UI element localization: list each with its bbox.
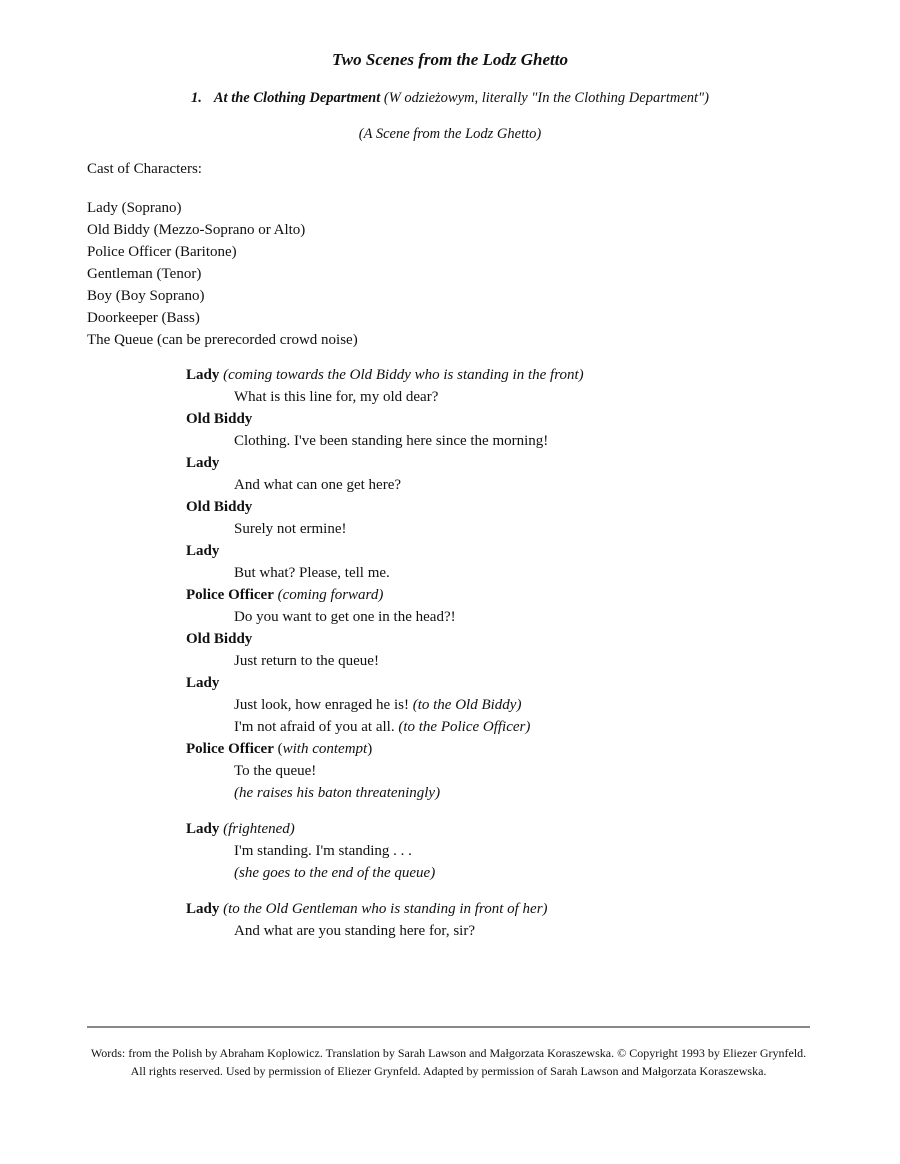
spacer <box>186 884 826 898</box>
speaker-name: Lady <box>186 543 220 559</box>
speaker-heading <box>186 496 826 518</box>
stage-direction: (she goes to the end of the queue) <box>234 865 436 881</box>
speaker-heading <box>186 364 826 386</box>
paren-open: ( <box>277 741 283 757</box>
speaker-name: Old Biddy <box>186 631 253 647</box>
cast-item: Gentleman (Tenor) <box>87 266 202 282</box>
speaker-name: Police Officer <box>186 587 274 603</box>
speaker-heading <box>186 672 826 694</box>
stage-direction: with contempt <box>282 741 368 757</box>
stage-direction: (to the Old Biddy) <box>412 697 522 713</box>
stage-direction-line <box>186 862 826 884</box>
speaker-heading <box>186 408 826 430</box>
stage-direction: (coming towards the Old Biddy who is standing in the front) <box>223 367 584 383</box>
cast-item: Police Officer (Baritone) <box>87 244 237 260</box>
dialogue-line: Surely not ermine! <box>234 521 347 537</box>
scene-note: (A Scene from the Lodz Ghetto) <box>358 126 542 142</box>
speaker-heading <box>186 818 826 840</box>
dialogue-text: I'm not afraid of you at all. <box>234 719 395 735</box>
dialogue <box>186 364 826 942</box>
cast-item: Lady (Soprano) <box>87 200 182 216</box>
dialogue-line: To the queue! <box>234 763 317 779</box>
cast-heading: Cast of Characters: <box>87 161 202 177</box>
speaker-name: Old Biddy <box>186 411 253 427</box>
speaker-heading <box>186 738 826 760</box>
cast-list <box>87 197 358 351</box>
speaker-name: Lady <box>186 675 220 691</box>
cast-item: Old Biddy (Mezzo-Soprano or Alto) <box>87 222 306 238</box>
dialogue-line: And what can one get here? <box>234 477 402 493</box>
speaker-name: Lady <box>186 367 220 383</box>
cast-item: The Queue (can be prerecorded crowd noise) <box>87 332 358 348</box>
stage-direction-line <box>186 782 826 804</box>
scene-number: 1. <box>191 90 202 106</box>
speaker-name: Lady <box>186 821 220 837</box>
stage-direction: (to the Police Officer) <box>398 719 531 735</box>
stage-direction: (he raises his baton threateningly) <box>234 785 441 801</box>
speaker-name: Old Biddy <box>186 499 253 515</box>
dialogue-line: But what? Please, tell me. <box>234 565 390 581</box>
scene-name-note: (W odzieżowym, literally "In the Clothing Department") <box>383 90 709 106</box>
speaker-heading <box>186 628 826 650</box>
dialogue-line <box>186 716 826 738</box>
dialogue-text: Just look, how enraged he is! <box>234 697 409 713</box>
stage-direction: (coming forward) <box>277 587 384 603</box>
speaker-name: Police Officer <box>186 741 274 757</box>
footer-divider <box>87 1026 810 1028</box>
dialogue-line: Clothing. I've been standing here since the morning! <box>234 433 549 449</box>
spacer <box>186 804 826 818</box>
scene-name: At the Clothing Department <box>213 90 381 106</box>
cast-item: Boy (Boy Soprano) <box>87 288 205 304</box>
speaker-heading <box>186 540 826 562</box>
speaker-heading <box>186 584 826 606</box>
dialogue-line <box>186 694 826 716</box>
scene-subtitle <box>0 90 900 107</box>
dialogue-line: What is this line for, my old dear? <box>234 389 439 405</box>
speaker-heading <box>186 452 826 474</box>
speaker-name: Lady <box>186 455 220 471</box>
stage-direction: (to the Old Gentleman who is standing in front of her) <box>223 901 548 917</box>
dialogue-line: Just return to the queue! <box>234 653 379 669</box>
cast-item: Doorkeeper (Bass) <box>87 310 200 326</box>
speaker-heading <box>186 898 826 920</box>
paren-close: ) <box>367 741 373 757</box>
dialogue-line: Do you want to get one in the head?! <box>234 609 456 625</box>
dialogue-line: I'm standing. I'm standing . . . <box>234 843 412 859</box>
speaker-name: Lady <box>186 901 220 917</box>
stage-direction: (frightened) <box>223 821 295 837</box>
dialogue-line: And what are you standing here for, sir? <box>234 923 475 939</box>
footer-credits: Words: from the Polish by Abraham Koplowicz. Translation by Sarah Lawson and Małgorzata Koraszewska. © Copyright 1993 by Eliezer Grynfeld. All rights reserved. Used by permission of Eliezer Grynfeld. Adapted by permission of Sarah Lawson and Małgorzata Koraszewska. <box>90 1046 807 1078</box>
document-title: Two Scenes from the Lodz Ghetto <box>332 50 568 69</box>
